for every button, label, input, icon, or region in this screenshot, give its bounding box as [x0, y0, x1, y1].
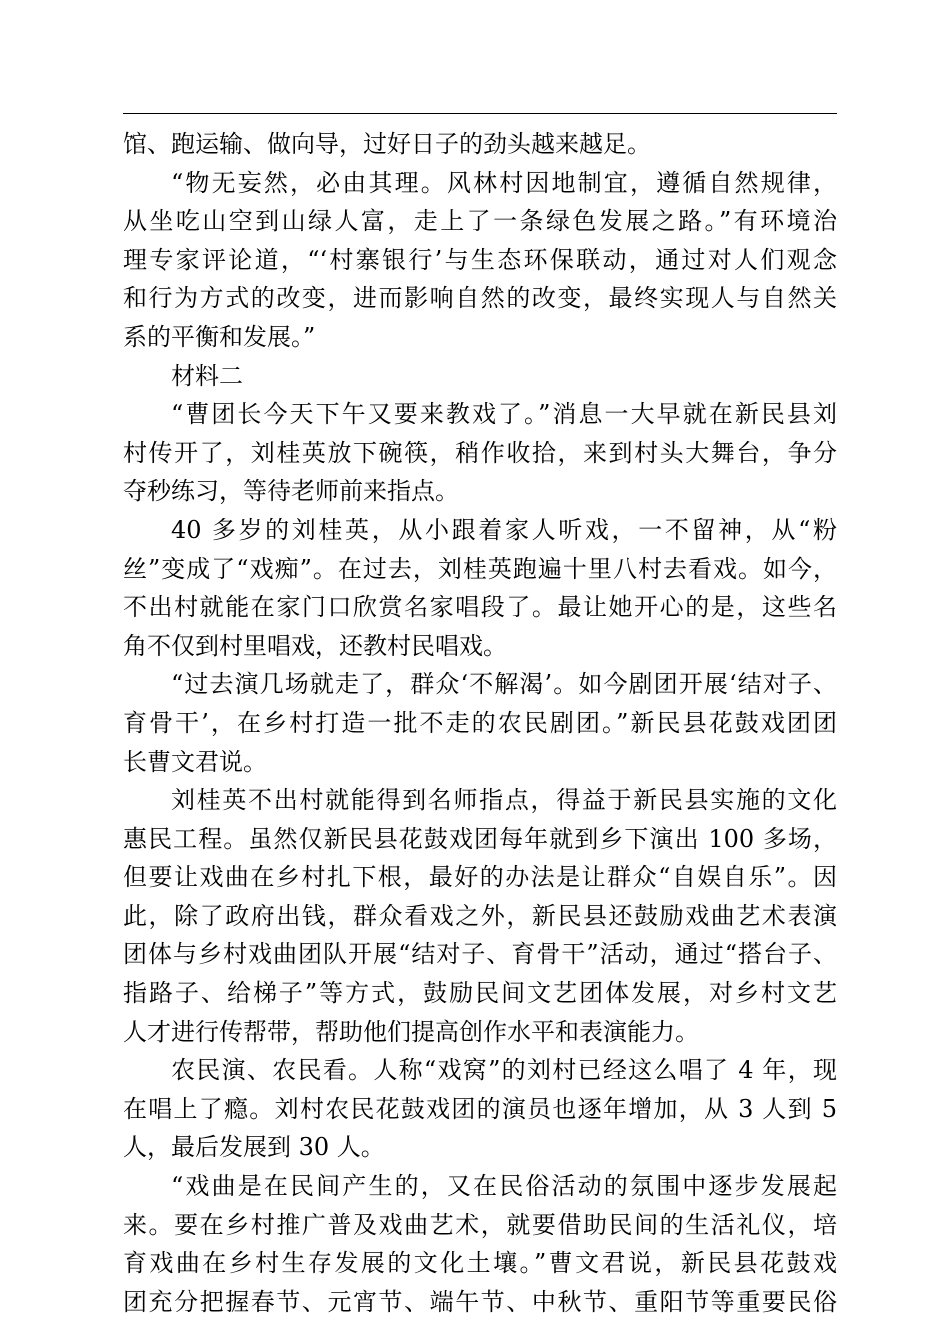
text-line: 长曹文君说。: [123, 747, 267, 776]
header-rule: [123, 113, 837, 114]
text-line: “物无妄然，必由其理。风林村因地制宜，遵循自然规律，: [171, 168, 837, 197]
text-line: 育戏曲在乡村生存发展的文化土壤。”曹文君说，新民县花鼓戏: [123, 1249, 837, 1278]
text-line: 丝”变成了“戏痴”。在过去，刘桂英跑遍十里八村去看戏。如今，: [123, 554, 837, 583]
text-line: 角不仅到村里唱戏，还教村民唱戏。: [123, 631, 507, 660]
text-line: 和行为方式的改变，进而影响自然的改变，最终实现人与自然关: [123, 284, 837, 313]
text-line: 村传开了，刘桂英放下碗筷，稍作收拾，来到村头大舞台，争分: [123, 438, 837, 467]
text-line: 惠民工程。虽然仅新民县花鼓戏团每年就到乡下演出 100 多场，: [123, 824, 837, 853]
text-line: “戏曲是在民间产生的，又在民俗活动的氛围中逐步发展起: [171, 1172, 837, 1201]
text-line: 夺秒练习，等待老师前来指点。: [123, 477, 459, 506]
text-line: “过去演几场就走了，群众‘不解渴’。如今剧团开展‘结对子、: [171, 670, 837, 699]
text-line: 理专家评论道，“‘村寨银行’与生态环保联动，通过对人们观念: [123, 245, 837, 274]
text-line: 材料二: [171, 361, 243, 390]
text-line: “曹团长今天下午又要来教戏了。”消息一大早就在新民县刘: [171, 400, 837, 429]
document-body: [123, 125, 837, 1321]
text-line: 团充分把握春节、元宵节、端午节、中秋节、重阳节等重要民俗: [123, 1287, 837, 1316]
text-line: 人才进行传帮带，帮助他们提高创作水平和表演能力。: [123, 1017, 699, 1046]
text-line: 但要让戏曲在乡村扎下根，最好的办法是让群众“自娱自乐”。因: [123, 863, 837, 892]
text-line: 系的平衡和发展。”: [123, 322, 316, 351]
text-line: 不出村就能在家门口欣赏名家唱段了。最让她开心的是，这些名: [123, 593, 837, 622]
text-line: 此，除了政府出钱，群众看戏之外，新民县还鼓励戏曲艺术表演: [123, 901, 837, 930]
text-line: 人，最后发展到 30 人。: [123, 1133, 385, 1162]
text-line: 育骨干’，在乡村打造一批不走的农民剧团。”新民县花鼓戏团团: [123, 708, 837, 737]
text-line: 40 多岁的刘桂英，从小跟着家人听戏，一不留神，从“粉: [171, 515, 837, 544]
text-line: 刘桂英不出村就能得到名师指点，得益于新民县实施的文化: [171, 786, 837, 815]
text-line: 馆、跑运输、做向导，过好日子的劲头越来越足。: [123, 130, 651, 158]
text-line: 团体与乡村戏曲团队开展“结对子、育骨干”活动，通过“搭台子、: [123, 940, 837, 969]
text-line: 来。要在乡村推广普及戏曲艺术，就要借助民间的生活礼仪，培: [123, 1210, 837, 1239]
text-line: 指路子、给梯子”等方式，鼓励民间文艺团体发展，对乡村文艺: [123, 979, 837, 1008]
text-line: 在唱上了瘾。刘村农民花鼓戏团的演员也逐年增加，从 3 人到 5: [123, 1094, 837, 1123]
text-line: 从坐吃山空到山绿人富，走上了一条绿色发展之路。”有环境治: [123, 207, 837, 236]
text-line: 农民演、农民看。人称“戏窝”的刘村已经这么唱了 4 年，现: [171, 1056, 837, 1085]
